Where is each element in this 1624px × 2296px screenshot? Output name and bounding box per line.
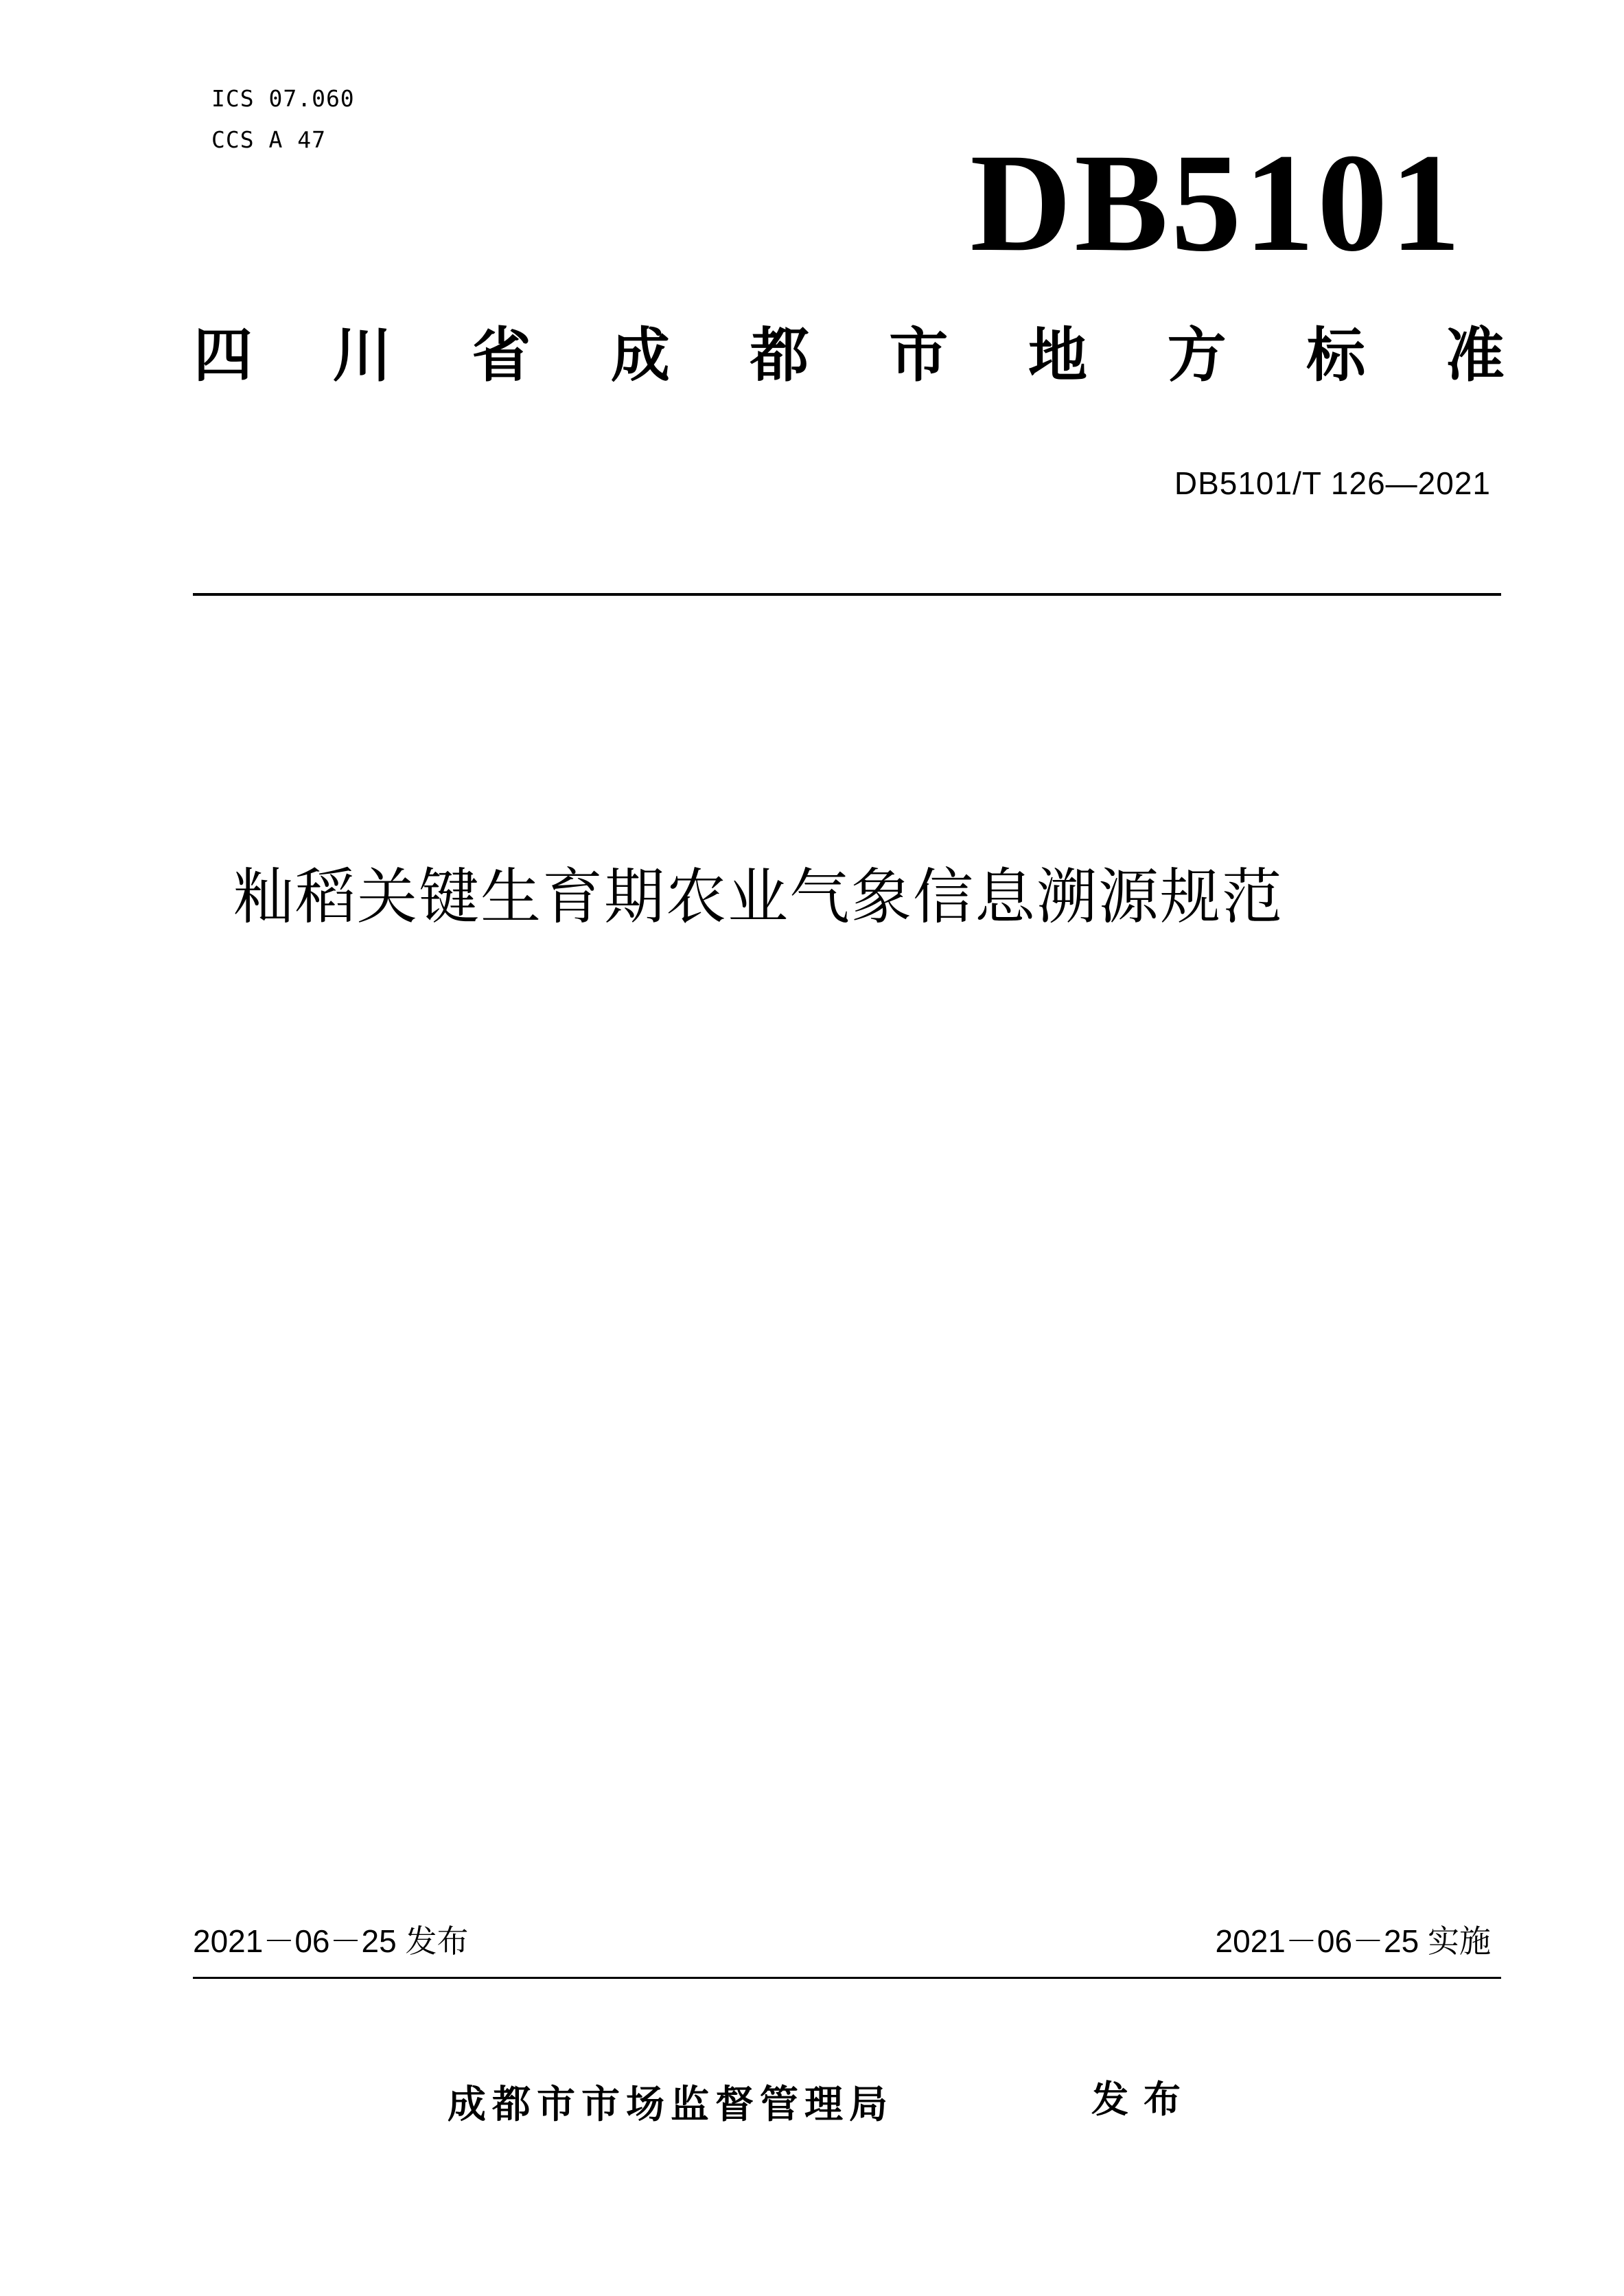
- standard-type-char: 地: [1028, 321, 1087, 390]
- ics-code: ICS 07.060: [211, 85, 355, 112]
- standard-type-char: 成: [610, 321, 670, 390]
- standard-type-char: 四: [194, 321, 253, 390]
- ccs-code: CCS A 47: [211, 126, 326, 153]
- bottom-divider: [193, 1977, 1501, 1979]
- standard-number: DB5101/T 126—2021: [1174, 465, 1491, 501]
- issuing-authority: 成都市市场监督管理局: [448, 2083, 894, 2127]
- standard-type-char: 标: [1306, 321, 1366, 390]
- top-divider: [193, 593, 1501, 596]
- standard-type-char: 准: [1445, 321, 1505, 390]
- standard-type-char: 方: [1167, 321, 1227, 390]
- issue-date: 2021－06－25 发布: [193, 1923, 469, 1959]
- document-title: 籼稻关键生育期农业气象信息溯源规范: [233, 861, 1284, 932]
- standard-type-heading: [194, 321, 1505, 390]
- issuing-action: 发布: [1091, 2078, 1196, 2121]
- implementation-date: 2021－06－25 实施: [1215, 1923, 1491, 1959]
- standard-type-char: 川: [332, 321, 392, 390]
- standard-code-mark: DB5101: [970, 125, 1463, 281]
- standard-type-char: 都: [750, 321, 809, 390]
- standard-type-char: 省: [472, 321, 531, 390]
- standard-type-char: 市: [889, 321, 949, 390]
